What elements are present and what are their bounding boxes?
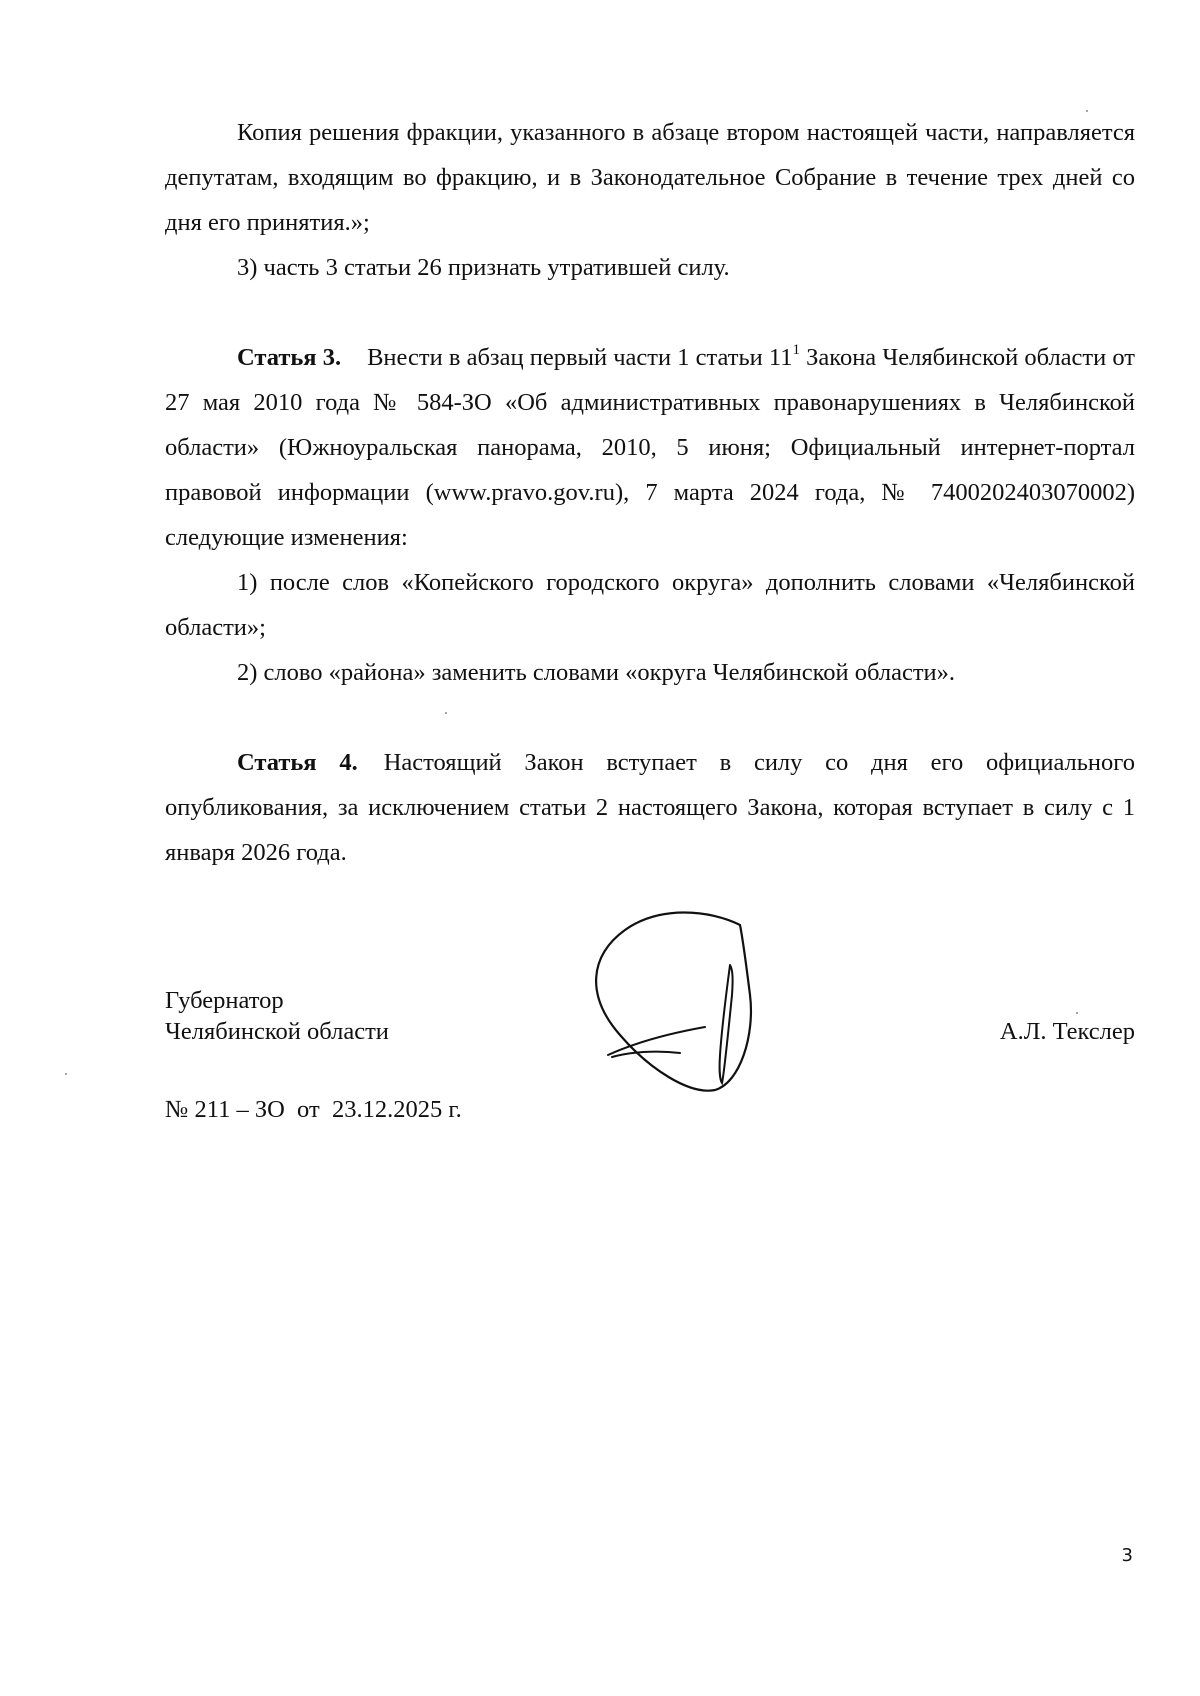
scan-speck xyxy=(1086,110,1088,112)
article-4-text: Настоящий Закон вступает в силу со дня его официального опубликования, за исключением статьи 2 настоящего Закона, которая вступает в силу с 1 января 2026 года. xyxy=(165,749,1135,866)
page-number: 3 xyxy=(1121,1545,1133,1566)
article-4-heading: Статья 4. xyxy=(237,749,358,776)
signer-title-line-2: Челябинской области xyxy=(165,1018,389,1045)
article-3-superscript: 1 xyxy=(792,341,800,358)
article-3-item-1: 1) после слов «Копейского городского округа» дополнить словами «Челябинской области»; xyxy=(165,569,1135,641)
law-number: № 211 – ЗО от 23.12.2025 г. xyxy=(165,1096,462,1123)
handwritten-signature xyxy=(590,905,810,1105)
scan-speck xyxy=(65,1073,67,1075)
article-4-paragraph xyxy=(165,740,1135,875)
signer-title-line-1: Губернатор xyxy=(165,987,284,1014)
article-3-heading: Статья 3. xyxy=(237,344,342,371)
article-3-item-2: 2) слово «района» заменить словами «округа Челябинской области». xyxy=(237,659,956,686)
scan-speck xyxy=(445,712,447,714)
signer-title xyxy=(165,985,389,1047)
article-3-text-start: Внести в абзац первый части 1 статьи 11 xyxy=(367,344,793,371)
article-3-text-end: Закона Челябинской области от 27 мая 2010 года № 584-ЗО «Об административных правонарушениях в Челябинской области» (Южноуральская панорама, 2010, 5 июня; Официальный интернет-портал правовой информации (www.pravo.gov.ru), 7 марта 2024 года, № 7400202403070002) следующие изменения: xyxy=(165,344,1136,551)
signer-name: А.Л. Текслер xyxy=(999,1018,1135,1045)
article-3-paragraph xyxy=(165,335,1135,560)
paragraph-faction-copy: Копия решения фракции, указанного в абзаце втором настоящей части, направляется депутатам, входящим во фракцию, и в Законодательное Собрание в течение трех дней со дня его принятия.»; xyxy=(165,119,1135,236)
document-body xyxy=(165,110,1135,875)
paragraph-item-3: 3) часть 3 статьи 26 признать утратившей силу. xyxy=(237,254,730,281)
scan-speck xyxy=(1076,1012,1078,1014)
